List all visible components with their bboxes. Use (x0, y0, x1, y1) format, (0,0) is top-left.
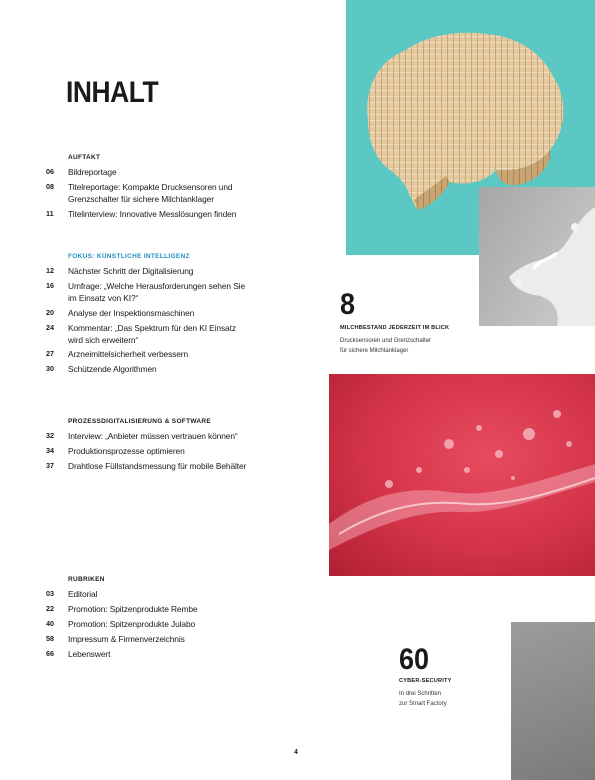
toc-title: wird sich erweitern“ (68, 334, 139, 345)
toc-title: Analyse der Inspektionsmaschinen (68, 307, 195, 318)
toc-page-number: 34 (46, 446, 54, 455)
toc-title: Umfrage: „Welche Herausforderungen sehen Sie (68, 281, 245, 291)
toc-title: Promotion: Spitzenprodukte Rembe (68, 604, 198, 614)
toc-title: Titelreportage: Kompakte Drucksensoren und (68, 182, 233, 192)
toc-page-number: 32 (46, 431, 54, 440)
toc-page-number: 27 (46, 349, 54, 359)
teaser-subtitle-line: für sichere Milchtanklager (340, 348, 409, 354)
teaser-subtitle-line: zur Smart Factory (399, 701, 447, 707)
splash-image (479, 187, 595, 326)
toc-page-number: 20 (46, 307, 54, 317)
toc-title: Titelinterview: Innovative Messlösungen finden (68, 208, 237, 219)
toc-page-number: 11 (46, 208, 54, 218)
water-splash-image (329, 374, 595, 576)
toc-page-number: 08 (46, 182, 54, 191)
toc-title: Nächster Schritt der Digitalisierung (68, 266, 194, 276)
stone-texture-image (511, 622, 595, 780)
page-title: INHALT (66, 76, 159, 109)
teaser-page-number[interactable]: 60 (399, 643, 430, 676)
toc-page-number: 40 (46, 619, 54, 628)
teaser-subtitle-line: Drucksensoren und Grenzschalter (340, 338, 432, 344)
toc-title: Impressum & Firmenverzeichnis (68, 634, 185, 644)
toc-title: Produktionsprozesse optimieren (68, 446, 185, 456)
toc-page-number: 24 (46, 322, 54, 332)
toc-title: Schützende Algorithmen (68, 364, 157, 375)
toc-title: Kommentar: „Das Spektrum für den KI Einsatz (68, 322, 236, 333)
water-stream-illustration (329, 374, 595, 576)
toc-page-number: 37 (46, 461, 54, 470)
section-heading: AUFTAKT (68, 154, 101, 161)
toc-page-number: 66 (46, 649, 54, 658)
toc-title: Editorial (68, 589, 98, 599)
toc-title: im Einsatz von KI?“ (68, 293, 139, 303)
toc-page-number: 30 (46, 364, 54, 374)
section-heading: FOKUS: KÜNSTLICHE INTELLIGENZ (68, 253, 190, 260)
toc-title: Arzneimittelsicherheit verbessern (68, 349, 189, 360)
toc-page-number: 58 (46, 634, 54, 643)
toc-title: Grenzschalter für sichere Milchtanklager (68, 194, 214, 204)
toc-page-number: 22 (46, 604, 54, 613)
teaser-headline[interactable]: MILCHBESTAND JEDERZEIT IM BLICK (340, 325, 450, 331)
white-splash-shape (479, 187, 595, 326)
toc-page-number: 06 (46, 167, 54, 176)
toc-title: Interview: „Anbieter müssen vertrauen können“ (68, 431, 238, 441)
teaser-headline[interactable]: CYBER-SECURITY (399, 678, 452, 684)
toc-title: Bildreportage (68, 167, 117, 177)
toc-title: Promotion: Spitzenprodukte Julabo (68, 619, 196, 629)
toc-title: Lebenswert (68, 649, 111, 659)
toc-page-number: 03 (46, 589, 54, 598)
section-heading: PROZESSDIGITALISIERUNG & SOFTWARE (68, 418, 212, 425)
section-heading: RUBRIKEN (68, 576, 105, 583)
toc-page-number: 12 (46, 266, 54, 275)
teaser-page-number[interactable]: 8 (340, 288, 356, 321)
page-number: 4 (294, 749, 298, 756)
toc-page-number: 16 (46, 281, 54, 290)
toc-title: Drahtlose Füllstandsmessung für mobile Behälter (68, 461, 247, 471)
teaser-subtitle-line: In drei Schritten (399, 691, 442, 697)
